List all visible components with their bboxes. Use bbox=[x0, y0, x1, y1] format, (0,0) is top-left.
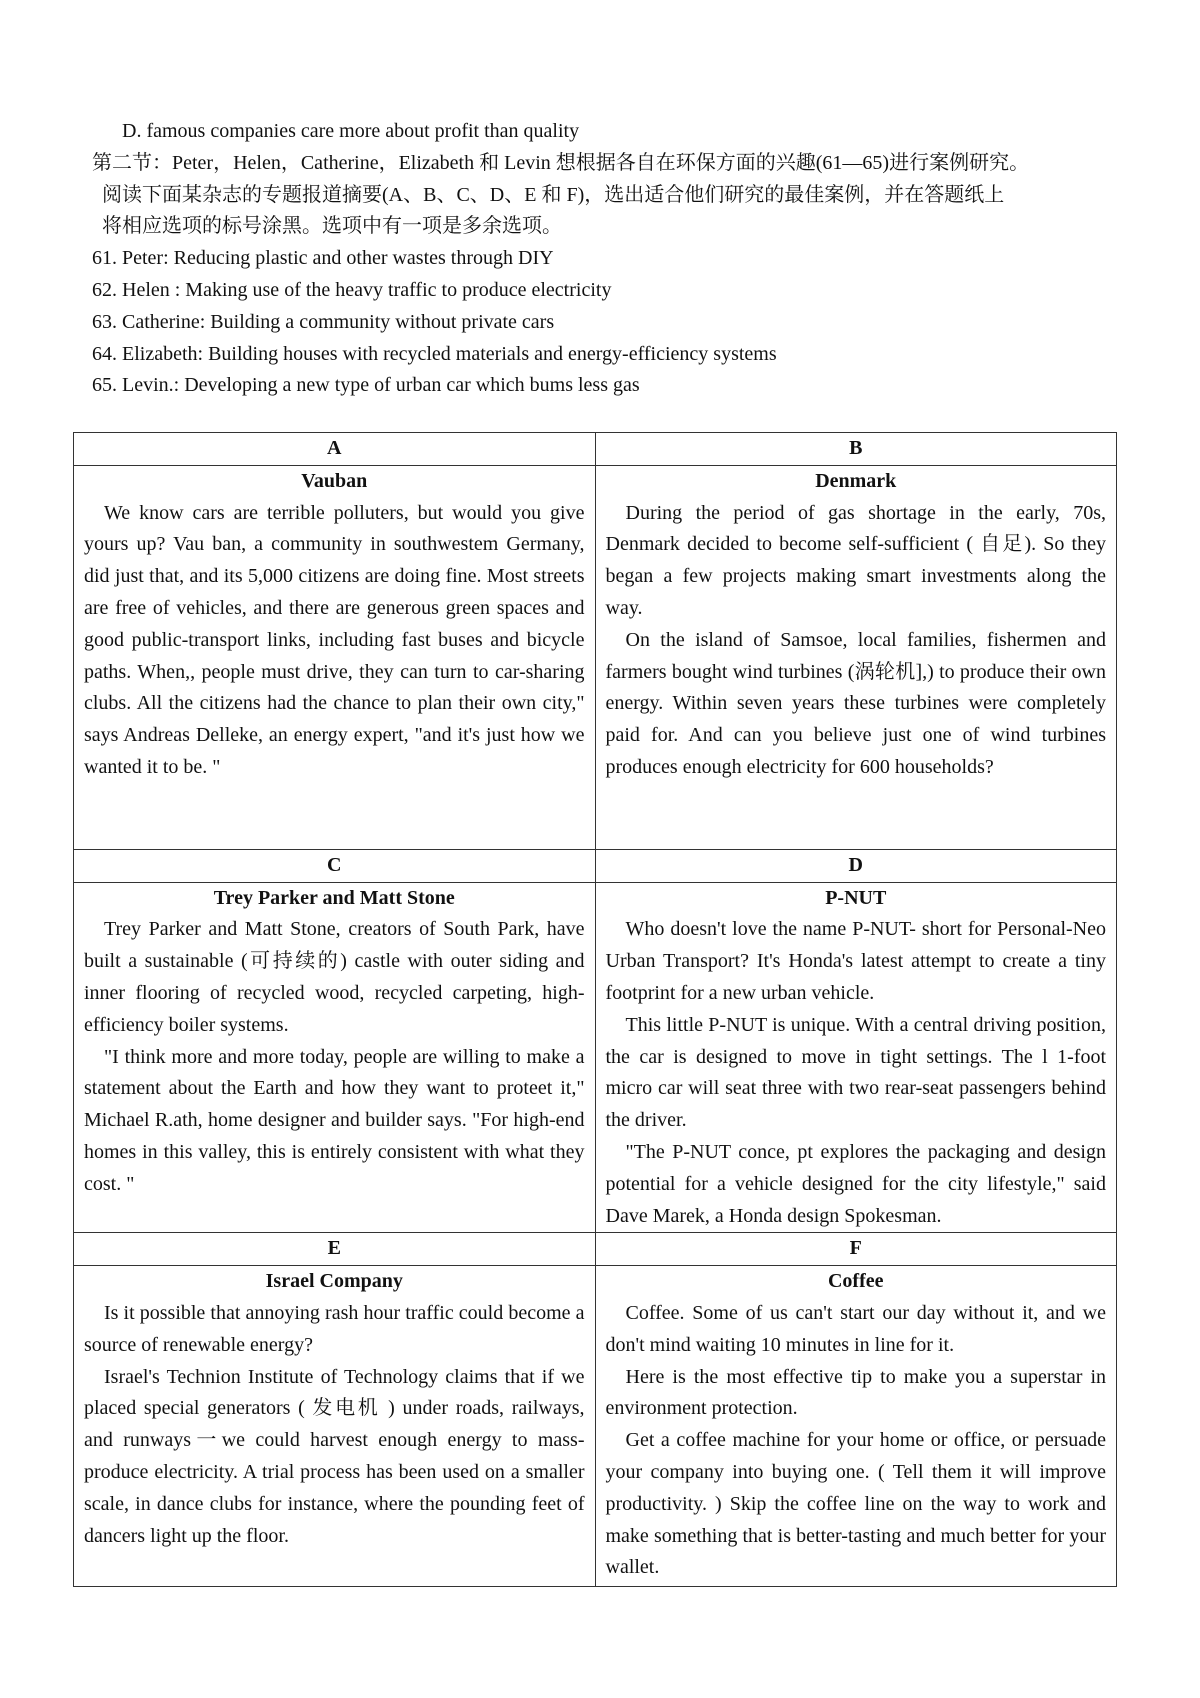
section-instruction-line-2: 阅读下面某杂志的专题报道摘要(A、B、C、D、E 和 F)，选出适合他们研究的最佳案例，并在答题纸上 bbox=[102, 183, 1005, 206]
section-instruction-line-1: 第二节：Peter，Helen，Catherine，Elizabeth 和 Levin 想根据各自在环保方面的兴趣(61—65)进行案例研究。 bbox=[92, 151, 1030, 174]
case-c-paragraph-2: "I think more and more today, people are willing to make a statement about the Earth and how they want to proteet it," Michael R.ath, home designer and builder says. "For high-end homes in this valley, this is entirely consistent with what they cost. " bbox=[84, 1045, 585, 1195]
letter-row bbox=[74, 1233, 1117, 1266]
case-letter-f: F bbox=[595, 1233, 1117, 1266]
case-title-e: Israel Company bbox=[265, 1270, 403, 1293]
case-b-paragraph-1: During the period of gas shortage in the early, 70s, Denmark decided to become self-sufficient ( 自足). So they began a few projects making smart investments along the way. bbox=[605, 501, 1106, 619]
case-d-paragraph-2: This little P-NUT is unique. With a central driving position, the car is designed to move in tight settings. The l 1-foot micro car will seat three with two rear-seat passengers behind the driver. bbox=[605, 1013, 1106, 1132]
question-61: 61. Peter: Reducing plastic and other wastes through DIY bbox=[92, 247, 554, 270]
case-row bbox=[74, 465, 1117, 849]
case-letter-e: E bbox=[74, 1233, 596, 1266]
case-row bbox=[74, 882, 1117, 1233]
case-title-a: Vauban bbox=[301, 469, 368, 492]
case-table bbox=[73, 432, 1117, 1587]
case-b-paragraph-2: On the island of Samsoe, local families, fishermen and farmers bought wind turbines (涡轮机],) to produce their own energy. Within seven years these turbines were completely paid for. And can you believe just one of wind turbines produces enough electricity for 600 households? bbox=[605, 628, 1106, 778]
case-e-paragraph-1: Is it possible that annoying rash hour traffic could become a source of renewable energy? bbox=[84, 1301, 585, 1356]
case-title-b: Denmark bbox=[815, 469, 897, 492]
section-instruction-line-3: 将相应选项的标号涂黑。选项中有一项是多余选项。 bbox=[102, 215, 562, 238]
case-cell-f bbox=[595, 1266, 1117, 1587]
question-64: 64. Elizabeth: Building houses with recycled materials and energy-efficiency systems bbox=[92, 342, 777, 365]
case-cell-c bbox=[74, 882, 596, 1233]
case-f-paragraph-2: Here is the most effective tip to make you a superstar in environment protection. bbox=[605, 1365, 1106, 1420]
letter-row bbox=[74, 849, 1117, 882]
case-cell-d bbox=[595, 882, 1117, 1233]
case-cell-b bbox=[595, 465, 1117, 849]
case-c-paragraph-1: Trey Parker and Matt Stone, creators of South Park, have built a sustainable (可持续的) castle with outer siding and inner flooring of recycled wood, recycled carpeting, high-efficiency boiler systems. bbox=[84, 918, 585, 1036]
case-cell-a bbox=[74, 465, 596, 849]
question-65: 65. Levin.: Developing a new type of urban car which bums less gas bbox=[92, 374, 640, 397]
case-d-paragraph-1: Who doesn't love the name P-NUT- short for Personal-Neo Urban Transport? It's Honda's latest attempt to create a tiny footprint for a new urban vehicle. bbox=[605, 918, 1106, 1004]
case-f-paragraph-3: Get a coffee machine for your home or office, or persuade your company into buying one. ( Tell them it will improve productivity. ) Skip the coffee line on the way to work and make something that is better-tasting and much better for your wallet. bbox=[605, 1429, 1106, 1579]
case-f-paragraph-1: Coffee. Some of us can't start our day without it, and we don't mind waiting 10 minutes in line for it. bbox=[605, 1301, 1106, 1356]
case-a-paragraph-1: We know cars are terrible polluters, but would you give yours up? Vau ban, a community in southwestem Germany, did just that, and its 5,000 citizens are doing fine. Most streets are free of vehicles, and there are generous green spaces and good public-transport links, including fast buses and bicycle paths. When,, people must drive, they can turn to car-sharing clubs. All the citizens had the chance to plan their own city," says Andreas Delleke, an energy expert, "and it's just how we wanted it to be. " bbox=[84, 501, 585, 778]
case-letter-a: A bbox=[74, 433, 596, 466]
case-e-paragraph-2: Israel's Technion Institute of Technology claims that if we placed special generators ( 发电机 ) under roads, railways, and runways一we could harvest enough energy to mass-produce electricity. A trial process has been used on a smaller scale, in dance clubs for instance, where the pounding feet of dancers light up the floor. bbox=[84, 1365, 585, 1547]
case-cell-e bbox=[74, 1266, 596, 1587]
case-title-f: Coffee bbox=[827, 1270, 884, 1293]
case-d-paragraph-3: "The P-NUT conce, pt explores the packaging and design potential for a vehicle designed for the city lifestyle," said Dave Marek, a Honda design Spokesman. bbox=[605, 1140, 1106, 1227]
case-title-c: Trey Parker and Matt Stone bbox=[213, 886, 455, 909]
question-63: 63. Catherine: Building a community without private cars bbox=[92, 310, 555, 333]
case-letter-d: D bbox=[595, 849, 1117, 882]
case-row bbox=[74, 1266, 1117, 1587]
question-intro bbox=[92, 116, 1112, 402]
option-d-text: D. famous companies care more about profit than quality bbox=[122, 120, 580, 142]
case-letter-c: C bbox=[74, 849, 596, 882]
case-title-d: P-NUT bbox=[825, 886, 887, 909]
question-62: 62. Helen : Making use of the heavy traffic to produce electricity bbox=[92, 278, 612, 301]
case-letter-b: B bbox=[595, 433, 1117, 466]
letter-row bbox=[74, 433, 1117, 466]
